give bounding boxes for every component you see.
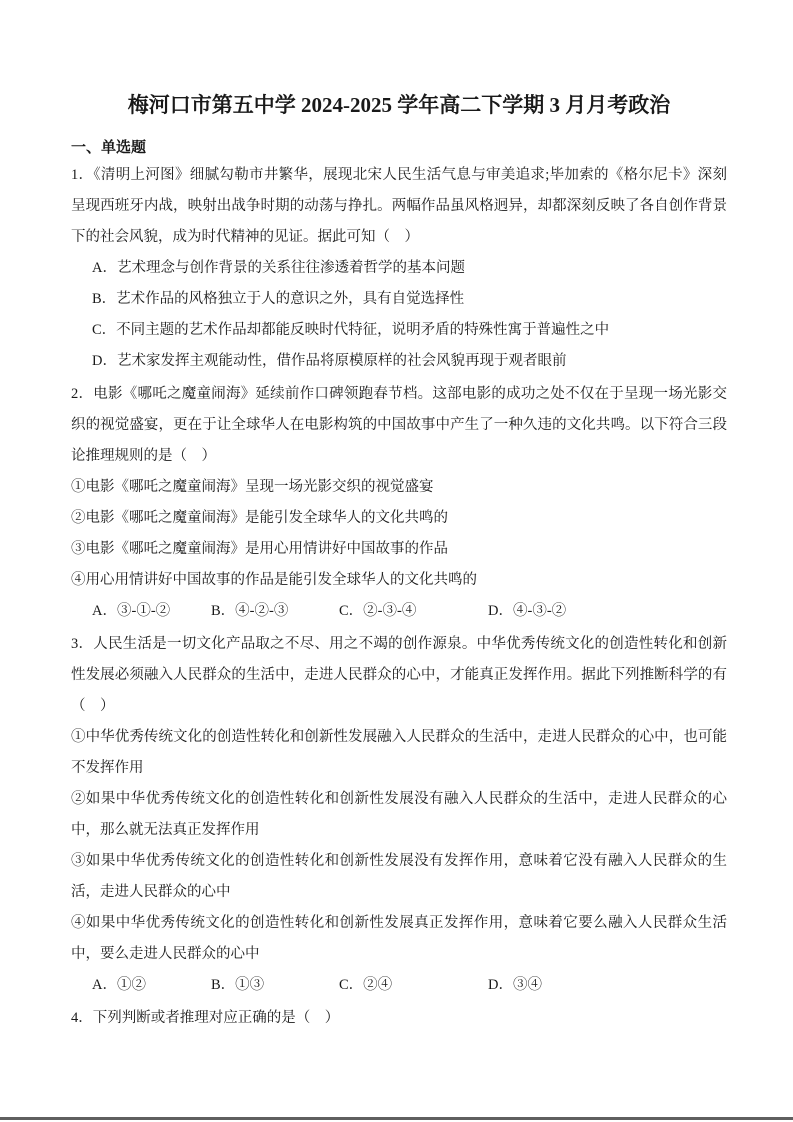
option-text: ①③ xyxy=(235,977,265,993)
question-4 xyxy=(71,1003,727,1034)
option-label: C． xyxy=(339,603,364,619)
option-text: ②-③-④ xyxy=(363,603,417,619)
answer-options-row xyxy=(71,970,727,1001)
option-text: 艺术作品的风格独立于人的意识之外，具有自觉选择性 xyxy=(116,291,465,307)
question-statement: ②电影《哪吒之魔童闹海》是能引发全球华人的文化共鸣的 xyxy=(71,510,448,526)
question-statement: ①电影《哪吒之魔童闹海》呈现一场光影交织的视觉盛宴 xyxy=(71,479,434,495)
option-label: B． xyxy=(211,603,236,619)
option-text: 不同主题的艺术作品却都能反映时代特征，说明矛盾的特殊性寓于普遍性之中 xyxy=(116,322,610,338)
option-label: A． xyxy=(92,977,117,993)
question-number: 2． xyxy=(71,386,94,402)
answer-option xyxy=(488,970,542,1001)
option-text: ②④ xyxy=(363,977,393,993)
question-statement: ②如果中华优秀传统文化的创造性转化和创新性发展没有融入人民群众的生活中，走进人民群众的心中，那么就无法真正发挥作用 xyxy=(71,791,727,838)
answer-option xyxy=(92,596,211,627)
option-label: A． xyxy=(92,260,117,276)
option-label: D． xyxy=(488,603,513,619)
option-text: ①② xyxy=(116,977,146,993)
question-stem-text: 人民生活是一切文化产品取之不尽、用之不竭的创作源泉。中华优秀传统文化的创造性转化和创新性发展必须融入人民群众的生活中，走进人民群众的心中，才能真正发挥作用。据此下列推断科学的有（ ） xyxy=(71,636,728,714)
question-number: 3． xyxy=(71,636,94,652)
option-label: C． xyxy=(339,977,364,993)
page-bottom-border xyxy=(0,1117,793,1120)
question-stem-text: 电影《哪吒之魔童闹海》延续前作口碑领跑春节档。这部电影的成功之处不仅在于呈现一场光影交织的视觉盛宴，更在于让全球华人在电影构筑的中国故事中产生了一种久违的文化共鸣。以下符合三段论推理规则的是（ ） xyxy=(71,386,728,464)
answer-option xyxy=(71,253,727,284)
question-stem-text: 下列判断或者推理对应正确的是（ ） xyxy=(92,1010,340,1026)
question-statement: ①中华优秀传统文化的创造性转化和创新性发展融入人民群众的生活中，走进人民群众的心中，也可能不发挥作用 xyxy=(71,729,727,776)
answer-option xyxy=(488,596,566,627)
question-3 xyxy=(71,629,727,1001)
option-label: C． xyxy=(92,322,117,338)
option-label: D． xyxy=(488,977,513,993)
question-1 xyxy=(71,160,727,377)
question-number: 1． xyxy=(71,167,94,183)
option-text: ③-①-② xyxy=(116,603,171,619)
question-list xyxy=(71,160,727,1034)
question-statement: ③电影《哪吒之魔童闹海》是用心用情讲好中国故事的作品 xyxy=(71,541,448,557)
option-text: ④-③-② xyxy=(512,603,567,619)
question-statement: ④用心用情讲好中国故事的作品是能引发全球华人的文化共鸣的 xyxy=(71,572,477,588)
answer-option xyxy=(211,596,339,627)
answer-option xyxy=(71,284,727,315)
option-text: ③④ xyxy=(512,977,542,993)
answer-option xyxy=(92,970,211,1001)
option-label: A． xyxy=(92,603,117,619)
option-label: B． xyxy=(211,977,236,993)
question-statement: ④如果中华优秀传统文化的创造性转化和创新性发展真正发挥作用，意味着它要么融入人民群众生活中，要么走进人民群众的心中 xyxy=(71,915,727,962)
answer-option xyxy=(339,596,488,627)
option-text: 艺术家发挥主观能动性，借作品将原模原样的社会风貌再现于观者眼前 xyxy=(116,353,567,369)
answer-option xyxy=(71,315,727,346)
answer-option xyxy=(211,970,339,1001)
answer-options-row xyxy=(71,596,727,627)
page-title: 梅河口市第五中学 2024-2025 学年高二下学期 3 月月考政治 xyxy=(127,93,671,117)
question-statement: ③如果中华优秀传统文化的创造性转化和创新性发展没有发挥作用，意味着它没有融入人民群众的生活，走进人民群众的心中 xyxy=(71,853,727,900)
section-heading: 一、单选题 xyxy=(71,139,147,156)
answer-option xyxy=(339,970,488,1001)
question-stem xyxy=(71,1003,727,1034)
option-text: ④-②-③ xyxy=(235,603,289,619)
question-2 xyxy=(71,379,727,627)
question-stem xyxy=(71,160,727,253)
question-stem-text: 《清明上河图》细腻勾勒市井繁华，展现北宋人民生活气息与审美追求;毕加索的《格尔尼卡》深刻呈现西班牙内战，映射出战争时期的动荡与挣扎。两幅作品虽风格迥异，却都深刻反映了各自创作背景下的社会风貌，成为时代精神的见证。据此可知（ ） xyxy=(71,167,727,245)
option-text: 艺术理念与创作背景的关系往往渗透着哲学的基本问题 xyxy=(116,260,465,276)
question-number: 4． xyxy=(71,1010,93,1026)
question-stem xyxy=(71,379,727,472)
option-label: B． xyxy=(92,291,117,307)
question-stem xyxy=(71,629,727,722)
answer-option xyxy=(71,346,727,377)
option-label: D． xyxy=(92,353,117,369)
